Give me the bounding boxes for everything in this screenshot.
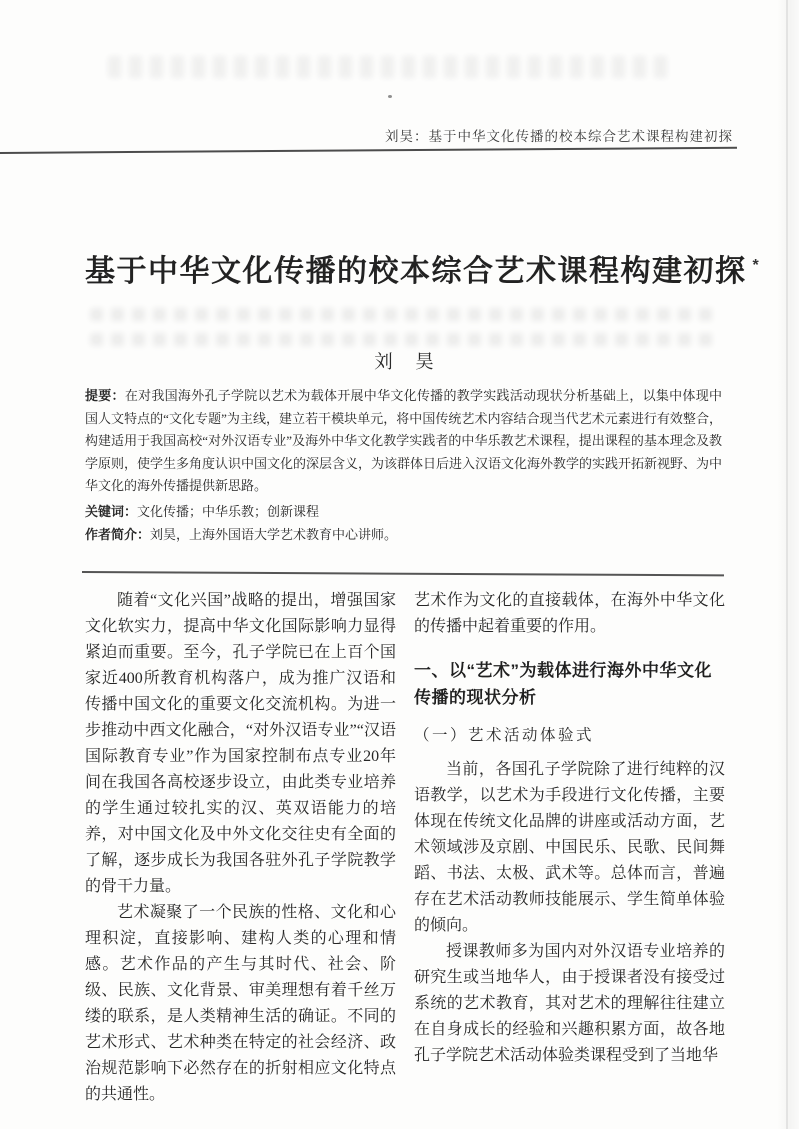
author-bio-line [85,524,722,547]
scan-smudge [108,56,674,78]
subsection-heading: （一）艺术活动体验式 [414,727,595,744]
body-paragraph: 当前，各国孔子学院除了进行纯粹的汉语教学，以艺术为手段进行文化传播，主要体现在传统文化品牌的讲座或活动方面，艺术领域涉及京剧、中国民乐、民歌、民间舞蹈、书法、太极、武术等。总体而言，普遍存在艺术活动教师技能展示、学生简单体验的倾向。 [414,761,725,934]
body-paragraph: 授课教师多为国内对外汉语专业培养的研究生或当地华人，由于授课者没有接受过系统的艺术教育，其对艺术的理解往往建立在自身成长的经验和兴趣积累方面，故各地孔子学院艺术活动体验类课程受到了当地华 [414,943,725,1064]
running-header: 刘昊：基于中华文化传播的校本综合艺术课程构建初探 [385,129,733,144]
scan-page-edge-line [786,0,788,1129]
paper-title [85,246,759,290]
abstract-text: 在对我国海外孔子学院以艺术为载体开展中华文化传播的教学实践活动现状分析基础上，以集中体现中国人文特点的“文化专题”为主线，建立若干模块单元，将中国传统艺术内容结合现当代艺术元素进行有效整合，构建适用于我国高校“对外汉语专业”及海外中华文化教学实践者的中华乐教艺术课程，提出课程的基本理念及教学原则，使学生多角度认识中国文化的深层含义，为该群体日后进入汉语文化海外教学的实践开拓新视野、为中华文化的海外传播提供新思路。 [85,388,723,493]
scan-edge-shadow [777,0,799,1129]
header-rule [0,147,737,154]
front-matter [85,385,722,547]
keywords-line [85,501,722,524]
front-matter-divider-rule [82,571,724,576]
body-paragraph: 随着“文化兴国”战略的提出，增强国家文化软实力，提高中华文化国际影响力显得紧迫而重要。至今，孔子学院已在上百个国家近400所教育机构落户，成为推广汉语和传播中国文化的重要文化交流机构。为进一步推动中西文化融合，“对外汉语专业”“汉语国际教育专业”作为国家控制布点专业20年间在我国各高校逐步设立，由此类专业培养的学生通过较扎实的汉、英双语能力的培养，对中国文化及中外文化交往史有全面的了解，逐步成长为我国各驻外孔子学院教学的骨干力量。 [85,592,396,895]
abstract-label: 提要： [85,388,125,403]
body-columns [85,588,725,1108]
author-bio-text: 刘昊，上海外国语大学艺术教育中心讲师。 [150,527,398,542]
scan-bleedthrough-line [90,333,714,346]
section-heading: 一、以“艺术”为载体进行海外中华文化传播的现状分析 [414,661,712,707]
abstract-paragraph [85,385,722,498]
paper-title-text: 基于中华文化传播的校本综合艺术课程构建初探 [85,255,747,288]
body-paragraph: 艺术凝聚了一个民族的性格、文化和心理积淀，直接影响、建构人类的心理和情感。艺术作品的产生与其时代、社会、阶级、民族、文化背景、审美理想有着千丝万缕的联系，是人类精神生活的确证。不同的艺术形式、艺术种类在特定的社会经济、政治规范影响下必然存在的折射相应文化特点的共通性。 [85,904,396,1103]
scan-speck [388,95,392,98]
keywords-text: 文化传播；中华乐教；创新课程 [137,503,320,519]
author-name: 刘 昊 [374,353,436,373]
left-column [85,588,396,1108]
body-paragraph-continued: 艺术作为文化的直接载体，在海外中华文化的传播中起着重要的作用。 [414,592,725,635]
right-column [414,588,725,1108]
author-bio-label: 作者简介： [85,527,151,542]
scan-bleedthrough-line [90,308,714,321]
title-footnote-marker: * [752,257,759,274]
keywords-label: 关键词： [85,503,138,519]
